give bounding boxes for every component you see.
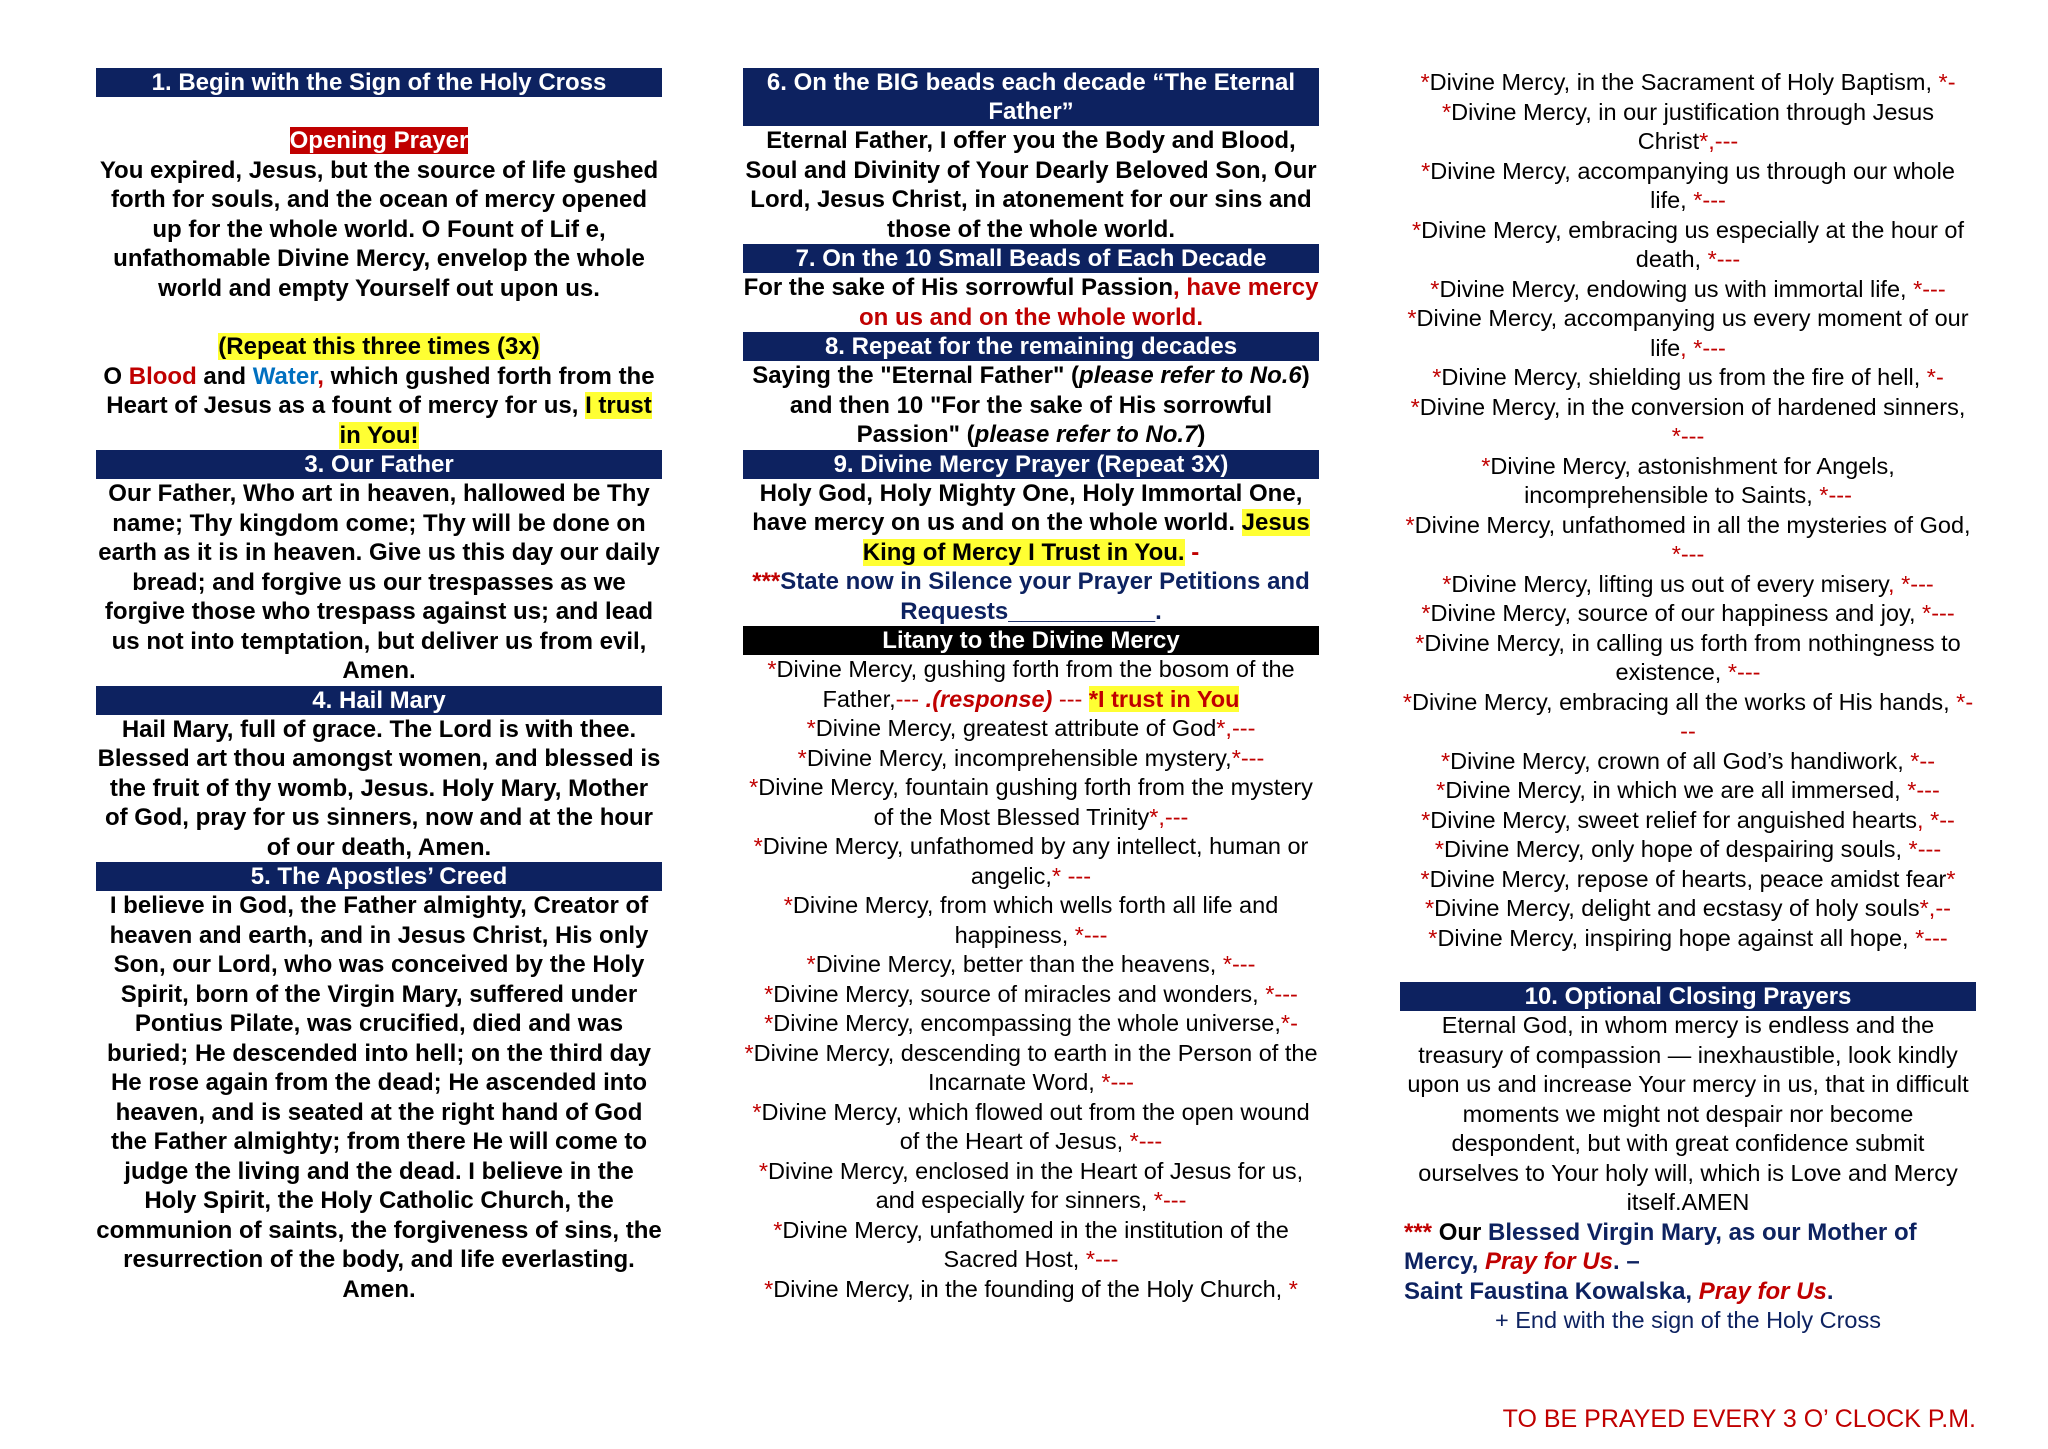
mary-invocation: *** Our Blessed Virgin Mary, as our Mother of Mercy, Pray for Us. – Saint Faustina Kowalska, Pray for Us. [1404,1218,1917,1305]
i-trust-highlight: *I trust in You [1088,685,1240,712]
blood-word: Blood [128,362,197,390]
holy-god-text: Holy God, Holy Mighty One, Holy Immortal One, have mercy on us and on the whole world. Jesus King of Mercy I Trust in You. - [752,479,1310,566]
litany-item: *Divine Mercy, in our justification through Jesus Christ*,--- [1442,98,1934,154]
litany-item: *Divine Mercy, unfathomed by any intellect, human or angelic,* --- [753,833,1309,889]
litany-item: *Divine Mercy, descending to earth in the Person of the Incarnate Word, *--- [744,1039,1318,1095]
litany-item: *Divine Mercy, incomprehensible mystery,*--- [797,744,1265,771]
litany-list-2 [1400,68,1976,953]
litany-item: *Divine Mercy, astonishment for Angels, incomprehensible to Saints, *--- [1481,452,1895,508]
litany-item: *Divine Mercy, embracing us especially at the hour of death, *--- [1411,216,1965,272]
section-4-header: 4. Hail Mary [96,686,662,715]
section-10-header: 10. Optional Closing Prayers [1400,982,1976,1011]
sorrowful-passion-text: For the sake of His sorrowful Passion, have mercy on us and on the whole world. [743,274,1319,331]
repeat-label: (Repeat this three times (3x) [218,333,540,360]
litany-item: *Divine Mercy, repose of hearts, peace amidst fear* [1420,865,1956,892]
litany-item: *Divine Mercy, crown of all God’s handiwork, *-- [1440,747,1936,774]
column-3 [1400,68,1976,1336]
section-8-header: 8. Repeat for the remaining decades [743,332,1319,361]
section-7-header: 7. On the 10 Small Beads of Each Decade [743,244,1319,273]
footer-note: TO BE PRAYED EVERY 3 O’ CLOCK P.M. [1502,1405,1976,1433]
remaining-decades-text: Saying the "Eternal Father" (please refer to No.6) and then 10 "For the sake of His sorrowful Passion" (please refer to No.7) [752,362,1310,448]
column-2 [743,68,1319,1304]
litany-first-item: *Divine Mercy, gushing forth from the bosom of the Father,--- .(response) --- *I trust in You [767,656,1295,712]
litany-item: *Divine Mercy, greatest attribute of God*,--- [806,715,1256,741]
column-1 [96,68,662,1304]
litany-item: *Divine Mercy, delight and ecstasy of holy souls*,-- [1425,895,1951,921]
litany-item: *Divine Mercy, embracing all the works of His hands, *--- [1402,688,1974,744]
litany-item: *Divine Mercy, enclosed in the Heart of Jesus for us, and especially for sinners, *--- [758,1157,1304,1213]
litany-list-1 [743,655,1319,1304]
section-9-header: 9. Divine Mercy Prayer (Repeat 3X) [743,450,1319,479]
litany-item: *Divine Mercy, in which we are all immersed, *--- [1436,777,1940,803]
litany-item: *Divine Mercy, in calling us forth from nothingness to existence, *--- [1415,629,1961,685]
end-with-cross: + End with the sign of the Holy Cross [1495,1307,1881,1333]
litany-item: *Divine Mercy, endowing us with immortal life, *--- [1430,275,1946,302]
litany-item: *Divine Mercy, in the founding of the Holy Church, * [764,1275,1298,1302]
litany-item: *Divine Mercy, unfathomed in the institution of the Sacred Host, *--- [773,1216,1289,1272]
litany-item: *Divine Mercy, encompassing the whole universe,*- [764,1010,1298,1036]
section-6-header: 6. On the BIG beads each decade “The Eternal Father” [743,68,1319,126]
response-label: .(response) [925,685,1053,712]
section-1-header: 1. Begin with the Sign of the Holy Cross [96,68,662,97]
litany-item: *Divine Mercy, only hope of despairing souls, *--- [1434,836,1942,862]
litany-header: Litany to the Divine Mercy [743,626,1319,655]
blood-water-prayer: O Blood and Water, which gushed forth from the Heart of Jesus as a fount of mercy for us, I trust in You! [103,362,655,449]
litany-item: *Divine Mercy, accompanying us every moment of our life, *--- [1407,305,1969,361]
litany-item: *Divine Mercy, source of our happiness and joy, *--- [1421,600,1955,626]
eternal-father-text: Eternal Father, I offer you the Body and Blood, Soul and Divinity of Your Dearly Beloved Son, Our Lord, Jesus Christ, in atonement for our sins and those of the whole world. [745,127,1317,243]
trust-highlight: I trust in You! [339,392,652,449]
litany-item: *Divine Mercy, shielding us from the fire of hell, *- [1432,364,1944,390]
litany-item: *Divine Mercy, from which wells forth all life and happiness, *--- [783,892,1279,948]
litany-item: *Divine Mercy, source of miracles and wonders, *--- [764,980,1298,1007]
opening-prayer-label: Opening Prayer [289,127,469,154]
section-5-header: 5. The Apostles’ Creed [96,862,662,891]
litany-item: *Divine Mercy, lifting us out of every misery, *--- [1442,570,1934,597]
petitions-text: ***State now in Silence your Prayer Petitions and Requests___________. [752,568,1310,625]
water-word: Water [252,362,318,390]
litany-item: *Divine Mercy, sweet relief for anguished hearts, *-- [1421,806,1955,833]
litany-item: *Divine Mercy, unfathomed in all the mysteries of God, *--- [1405,511,1971,567]
litany-item: *Divine Mercy, fountain gushing forth from the mystery of the Most Blessed Trinity*,--- [749,774,1313,830]
litany-item: *Divine Mercy, in the conversion of hardened sinners, *--- [1410,393,1966,449]
opening-prayer-text: You expired, Jesus, but the source of life gushed forth for souls, and the ocean of mercy opened up for the whole world. O Fount of Lif e, unfathomable Divine Mercy, envelop the whole world and empty Yourself out upon us. [99,156,659,302]
litany-item: *Divine Mercy, accompanying us through our whole life, *--- [1421,157,1955,213]
our-father-text: Our Father, Who art in heaven, hallowed be Thy name; Thy kingdom come; Thy will be done on earth as it is in heaven. Give us this day our daily bread; and forgive us our trespasses as we forgive those who trespass against us; and lead us not into temptation, but deliver us from evil, Amen. [98,480,660,684]
hail-mary-text: Hail Mary, full of grace. The Lord is with thee. Blessed art thou amongst women, and blessed is the fruit of thy womb, Jesus. Holy Mary, Mother of God, pray for us sinners, now and at the hour of our death, Amen. [97,715,661,861]
litany-item: *Divine Mercy, better than the heavens, *--- [806,951,1256,977]
closing-prayer-text: Eternal God, in whom mercy is endless and the treasury of compassion — inexhaustible, look kindly upon us and increase Your mercy in us, that in difficult moments we might not despair nor become despondent, but with great confidence submit ourselves to Your holy will, which is Love and Mercy itself.AMEN [1407,1012,1969,1215]
litany-item: *Divine Mercy, in the Sacrament of Holy Baptism, *- [1420,69,1956,95]
section-3-header: 3. Our Father [96,450,662,479]
litany-item: *Divine Mercy, inspiring hope against all hope, *--- [1428,924,1948,951]
creed-text: I believe in God, the Father almighty, Creator of heaven and earth, and in Jesus Christ, His only Son, our Lord, who was conceived by the Holy Spirit, born of the Virgin Mary, suffered under Pontius Pilate, was crucified, died and was buried; He descended into hell; on the third day He rose again from the dead; He ascended into heaven, and is seated at the right hand of God the Father almighty; from there He will come to judge the living and the dead. I believe in the Holy Spirit, the Holy Catholic Church, the communion of saints, the forgiveness of sins, the resurrection of the body, and life everlasting. Amen. [96,892,662,1303]
litany-item: *Divine Mercy, which flowed out from the open wound of the Heart of Jesus, *--- [752,1098,1310,1154]
jesus-king-highlight: Jesus King of Mercy I Trust in You. [862,509,1310,566]
